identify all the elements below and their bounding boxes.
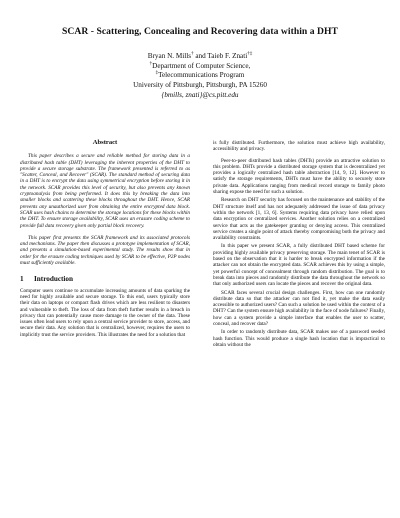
section-number: 1 xyxy=(20,275,24,284)
body-paragraph: In order to randomly distribute data, SCAR makes use of a password seeded hash function. This would produce a single hash location that is impractical to obtain without the xyxy=(213,329,385,348)
author-block xyxy=(0,52,400,101)
affiliation-department xyxy=(0,62,400,72)
affiliation-program-text: Telecommunications Program xyxy=(158,71,245,80)
abstract-paragraph: This paper describes a secure and reliable method for storing data in a distributed hash table (DHT) leveraging the inherent properties of the DHT to provide a secure storage substrate. The framework presented is referred to as "Scatter, Conceal, and Recover" (SCAR). The standard method of securing data in a DHT is to encrypt the data using symmetrical encryption before storing it in the network. SCAR provides this level of security, but also prevents any known cryptoanalysis from being performed. It does this by breaking the data into smaller blocks and scattering these blocks throughout the DHT. Hence, SCAR prevents any unauthorized user from obtaining the entire encrypted data block. SCAR uses hash chains to determine the storage locations for these blocks within the DHT. To ensure storage availability, SCAR uses an erasure coding scheme to provide full data recovery given only partial block recovery. xyxy=(20,153,190,229)
right-column xyxy=(213,140,385,348)
section-title: Introduction xyxy=(34,275,74,284)
body-paragraph: is fully distributed. Furthermore, the solution must achieve high availability, accessibility and privacy. xyxy=(213,140,385,153)
author-mills-affiliation-mark: † xyxy=(191,51,194,57)
body-paragraph: SCAR faces several crucial design challenges. First, how can one randomly distribute data so that the attacker can not find it, yet make the data easily accessible to authorized users? Can such a solution be used within the context of a DHT? Can the system ensure high availability in the face of node failures? Finally, how can a system provide a simple interface that enables the user to scatter, conceal, and recover data? xyxy=(213,289,385,328)
abstract-heading: Abstract xyxy=(92,139,118,146)
left-column xyxy=(20,140,190,338)
affiliation-department-text: Department of Computer Science, xyxy=(152,61,251,70)
author-mills: Bryan N. Mills xyxy=(147,52,192,60)
affiliation-mark-1: † xyxy=(149,61,153,67)
author-email: {bmills, znati}@cs.pitt.edu xyxy=(161,90,239,99)
affiliation-university: University of Pittsburgh, Pittsburgh, PA 15260 xyxy=(133,81,267,90)
abstract-paragraph: This paper first presents the SCAR framework and its associated protocols and mechanisms. The paper then discusses a prototype implementation of SCAR, and presents a simulation-based experimental study. The results show that in order for the erasure coding techniques used by SCAR to be effective, P2P nodes must sufficiently available. xyxy=(20,234,190,267)
body-paragraph: In this paper we present SCAR, a fully distributed DHT based scheme for providing highly available privacy preserving storage. The main tenet of SCAR is based on the observation that it is harder to break encrypted information if the attacker can not obtain the encrypted data. SCAR achieves this by using a simple, yet powerful concept of concealment through random distribution. The goal is to break data into pieces and randomly distribute the data throughout the network so that only authorized users can locate the pieces and recover the original data. xyxy=(213,243,385,288)
body-paragraph: Research on DHT security has focused on the maintenance and stability of the DHT structure itself and has not adequately addressed the issue of data privacy within the network [1, 13, 6]. Systems requiring data privacy have relied upon data encryption or centralized services. Another solution relies on a centralized service that acts as the gatekeeper granting or denying access. This centralized service creates a single point of attack thereby compromising both the privacy and availability constraints. xyxy=(213,197,385,242)
paper-title: SCAR - Scattering, Concealing and Recovering data within a DHT xyxy=(62,26,338,37)
author-znati-affiliation-mark: †‡ xyxy=(247,51,253,57)
body-paragraph: Computer users continue to accumulate increasing amounts of data sparking the need for highly available and secure storage. To this end, users typically store their data on laptops or compact flash drives which are less resilient to disasters and vulnerable to theft. The loss of data from theft further results in a breach in privacy that can potentially cause more damage to the owner of the data. These issues often lead users to rely upon a central service provider to store, access, and secure their data. Any solution that is centralized, however, requires the users to implicitly trust the service providers. This illustrates the need for a solution that xyxy=(20,287,190,338)
affiliation-mark-2: ‡ xyxy=(155,71,159,77)
section-heading-introduction xyxy=(20,276,190,282)
body-paragraph: Peer-to-peer distributed hash tables (DHTs) provide an attractive solution to this problem. DHTs provide a distributed storage system that is decentralized yet provides a logically centralized hash table abstraction [14, 9, 12]. However to satisfy the storage requirements, DHTs must have the ability to securely store private data. Applications ranging from medical record storage to family photo sharing expose the need for such a solution. xyxy=(213,157,385,196)
author-names xyxy=(0,52,400,62)
author-znati: and Taieb F. Znati xyxy=(193,52,248,60)
affiliation-program xyxy=(0,71,400,81)
